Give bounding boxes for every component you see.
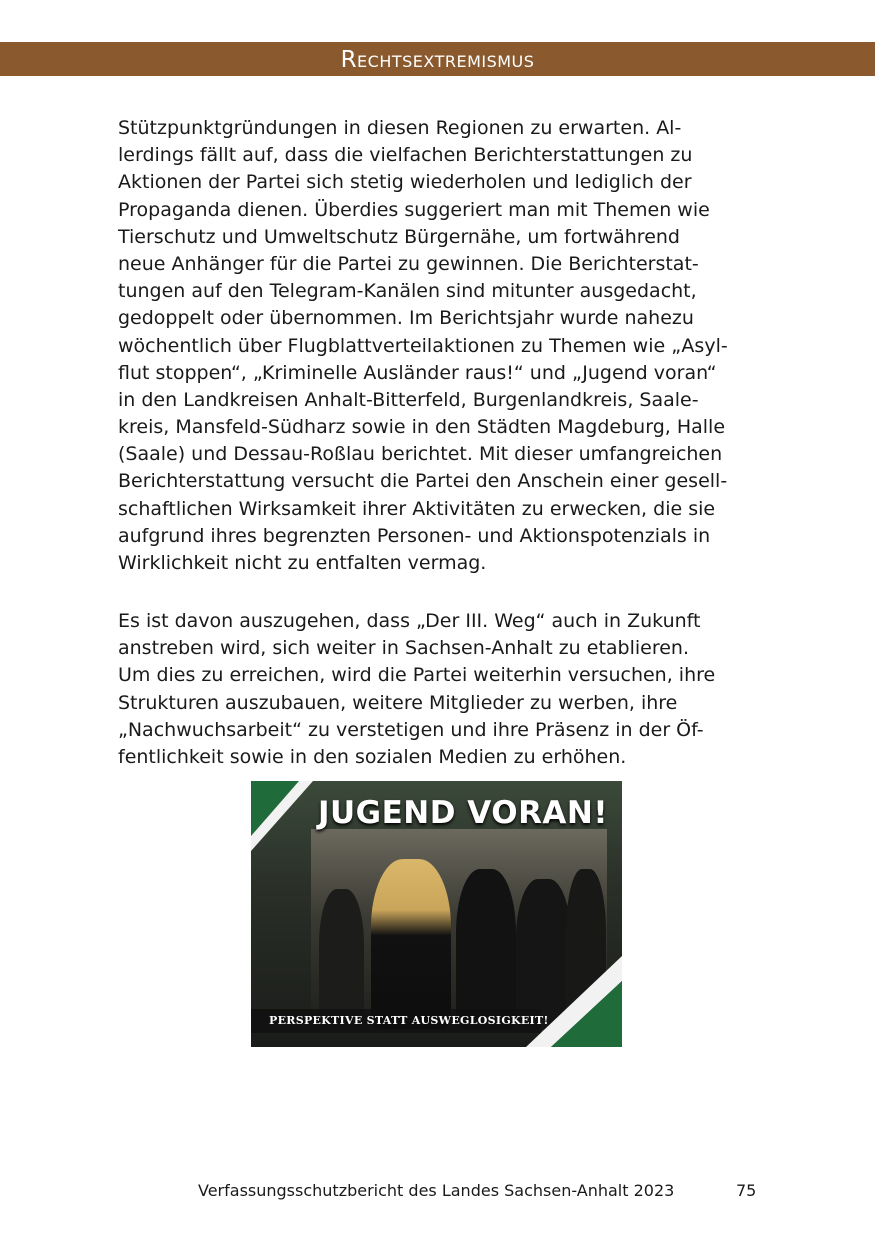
header-bar bbox=[0, 42, 875, 76]
page-number: 75 bbox=[736, 1181, 757, 1200]
paragraph-2 bbox=[118, 608, 758, 771]
text-line: Um dies zu erreichen, wird die Partei weiterhin versuchen, ihre bbox=[118, 664, 716, 687]
text-line: gedoppelt oder übernommen. Im Berichtsjahr wurde nahezu bbox=[118, 307, 694, 330]
text-line: in den Landkreisen Anhalt-Bitterfeld, Burgenlandkreis, Saale- bbox=[118, 388, 699, 411]
paragraph-1 bbox=[118, 115, 758, 577]
propaganda-image bbox=[251, 781, 622, 1047]
text-line: „Nachwuchsarbeit“ zu verstetigen und ihre Präsenz in der Öf- bbox=[118, 718, 704, 741]
text-line: kreis, Mansfeld-Südharz sowie in den Städten Magdeburg, Halle bbox=[118, 416, 726, 439]
text-line: Tierschutz und Umweltschutz Bürgernähe, um fortwährend bbox=[118, 225, 680, 248]
text-line: Propaganda dienen. Überdies suggeriert man mit Themen wie bbox=[118, 198, 710, 221]
text-line: Aktionen der Partei sich stetig wiederholen und lediglich der bbox=[118, 171, 692, 194]
text-line: Strukturen auszubauen, weitere Mitglieder zu werben, ihre bbox=[118, 691, 678, 714]
text-line: Stützpunktgründungen in diesen Regionen zu erwarten. Al- bbox=[118, 117, 682, 139]
text-line: anstreben wird, sich weiter in Sachsen-Anhalt zu etablieren. bbox=[118, 637, 690, 660]
page-title: Rechtsextremismus bbox=[340, 47, 535, 73]
text-line: fentlichkeit sowie in den sozialen Medien zu erhöhen. bbox=[118, 745, 627, 768]
text-line: schaftlichen Wirksamkeit ihrer Aktivitäten zu erwecken, die sie bbox=[118, 497, 716, 520]
text-line: flut stoppen“, „Kriminelle Ausländer raus!“ und „Jugend voran“ bbox=[118, 361, 717, 384]
text-line: Es ist davon auszugehen, dass „Der III. Weg“ auch in Zukunft bbox=[118, 610, 701, 632]
text-line: wöchentlich über Flugblattverteilaktionen zu Themen wie „Asyl- bbox=[118, 334, 728, 357]
footer-title: Verfassungsschutzbericht des Landes Sachsen-Anhalt 2023 bbox=[198, 1181, 675, 1200]
text-line: Berichterstattung versucht die Partei den Anschein einer gesell- bbox=[118, 470, 728, 493]
image-banner-text: JUGEND VORAN! bbox=[317, 795, 609, 831]
text-line: neue Anhänger für die Partei zu gewinnen. Die Berichterstat- bbox=[118, 252, 699, 275]
text-line: Wirklichkeit nicht zu entfalten vermag. bbox=[118, 552, 487, 574]
text-line: aufgrund ihres begrenzten Personen- und Aktionspotenzials in bbox=[118, 524, 711, 547]
text-line: (Saale) und Dessau-Roßlau berichtet. Mit dieser umfangreichen bbox=[118, 443, 723, 466]
image-slogan: PERSPEKTIVE STATT AUSWEGLOSIGKEIT! bbox=[269, 1014, 549, 1027]
text-line: lerdings fällt auf, dass die vielfachen Berichterstattungen zu bbox=[118, 144, 693, 167]
text-line: tungen auf den Telegram-Kanälen sind mitunter ausgedacht, bbox=[118, 280, 697, 303]
